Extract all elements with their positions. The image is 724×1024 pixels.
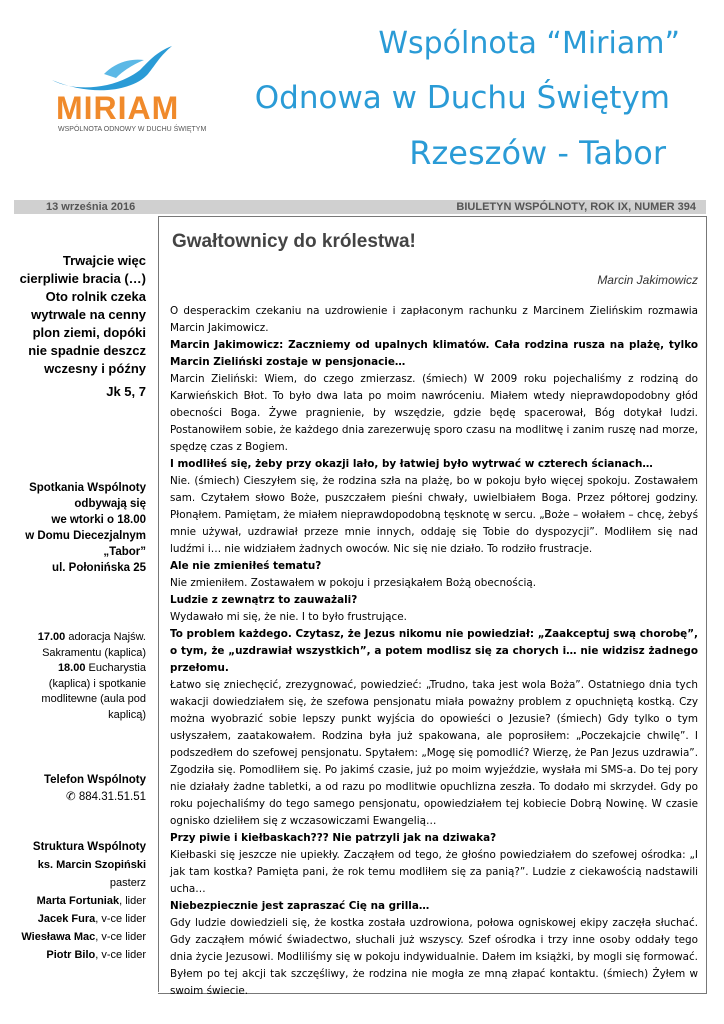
schedule-item: 17.00 adoracja Najśw. Sakramentu (kaplica) bbox=[37, 631, 146, 659]
phone-info bbox=[16, 772, 146, 806]
header-community-name: Wspólnota “Miriam” bbox=[378, 26, 680, 61]
interview-answer: Nie zmieniłem. Zostawałem w pokoju i przesiąkałem Bożą obecnością. bbox=[170, 577, 537, 589]
community-structure bbox=[14, 838, 146, 964]
article-author: Marcin Jakimowicz bbox=[597, 273, 698, 287]
header-location: Rzeszów - Tabor bbox=[409, 134, 666, 172]
interview-question: Marcin Jakimowicz: Zaczniemy od upalnych klimatów. Cała rodzina rusza na plażę, tylko Marcin Zieliński zostaje w pensjonacie… bbox=[170, 339, 698, 368]
interview-question: Ludzie z zewnątrz to zauważali? bbox=[170, 594, 358, 606]
interview-answer: Wydawało mi się, że nie. I to było frustrujące. bbox=[170, 611, 407, 623]
structure-member: Piotr Bilo, v-ce lider bbox=[46, 949, 146, 961]
logo-wordmark: MIRIAM bbox=[56, 90, 180, 126]
interview-question: Niebezpiecznie jest zapraszać Cię na grilla… bbox=[170, 900, 430, 912]
article-title: Gwałtownicy do królestwa! bbox=[172, 231, 416, 252]
article-box bbox=[158, 216, 707, 997]
phone-number: 884.31.51.51 bbox=[78, 791, 146, 803]
scripture-reference: Jk 5, 7 bbox=[106, 384, 146, 399]
meetings-line: ul. Połonińska 25 bbox=[52, 562, 146, 574]
logo-tagline: WSPÓLNOTA ODNOWY W DUCHU ŚWIĘTYM bbox=[58, 126, 207, 133]
interview-question: I modliłeś się, żeby przy okazji lało, by łatwiej było wytrwać w czterech ścianach… bbox=[170, 458, 653, 470]
structure-title: Struktura Wspólnoty bbox=[32, 841, 146, 853]
bulletin-number: BIULETYN WSPÓLNOTY, ROK IX, NUMER 394 bbox=[456, 201, 696, 213]
article-body bbox=[170, 303, 698, 1000]
meetings-line: odbywają się bbox=[74, 498, 146, 510]
structure-member-role: pasterz bbox=[109, 877, 146, 889]
phone-title: Telefon Wspólnoty bbox=[43, 774, 146, 786]
scripture-quote: Trwajcie więc cierpliwie bracia (…) Oto rolnik czeka wytrwale na cenny plon ziemi, dopóki nie spadnie deszcz wczesny i późny bbox=[19, 253, 146, 376]
bulletin-bar bbox=[14, 200, 706, 214]
phone-icon: ✆ bbox=[66, 791, 76, 803]
interview-answer: Gdy ludzie dowiedzieli się, że kostka została uzdrowiona, połowa ogniskowej ekipy zaczęła słuchać. Gdy zacząłem mówić świadectwo, słuchali już wszyscy. Szef ośrodka i trzy inne osoby oddały tego dnia życie Jezusowi. Modliliśmy się w pokoju indywidualnie. Dałem im książki, by mogli się formować. Byłem po tej akcji tak szczęśliwy, że rodzina nie mogła ze mną złapać kontaktu. (śmiech) Żyłem w swoim świecie. bbox=[170, 917, 698, 997]
schedule-item: 18.00 Eucharystia (kaplica) i spotkanie modlitewne (aula pod kaplicą) bbox=[41, 662, 146, 721]
structure-member: Jacek Fura, v-ce lider bbox=[37, 913, 146, 925]
interview-answer: Marcin Zieliński: Wiem, do czego zmierzasz. (śmiech) W 2009 roku pojechaliśmy z rodziną do Karwieńskich Błot. To było dwa lata po moim nawróceniu. Miałem wtedy nieprawdopodobny głód obecności Boga. Żywe pragnienie, by wszędzie, gdzie będę spacerował, Bóg dotykał ludzi. Postanowiłem sobie, że każdego dnia zarezerwuję sporo czasu na modlitwę i zanim ruszę nad morze, spędzę czas z Bogiem. bbox=[170, 373, 698, 453]
meetings-info bbox=[16, 480, 146, 576]
interview-answer: Nie. (śmiech) Cieszyłem się, że rodzina szła na plażę, bo w pokoju było więcej spokoju. Zostawałem sam. Czytałem słowo Boże, puszczałem pieśni chwały, uwielbiałem Boga. Przez półtorej godziny. Płonąłem. Pamiętam, że miałem nieprawdopodobną tęsknotę w sercu. „Boże – wołałem – chcę, żebyś mnie używał, uzdrawiał przeze mnie innych, oddaję się Tobie do dyspozycji”. Modliłem się nad ludźmi i… nie widziałem żadnych owoców. Nic się nie działo. To rodziło frustracje. bbox=[170, 475, 698, 555]
structure-member: ks. Marcin Szopiński bbox=[37, 859, 146, 871]
interview-answer: Kiełbaski się jeszcze nie upiekły. Zacząłem od tego, że głośno powiedziałem do szefowej ośrodka: „I jak tam kostka? Pamięta pani, że rok temu modliłem się za panią?”. Ludzie z ciekawością nadstawili ucha… bbox=[170, 849, 698, 895]
structure-member: Marta Fortuniak, lider bbox=[36, 895, 146, 907]
meetings-line: Spotkania Wspólnoty bbox=[29, 482, 146, 494]
phone-line bbox=[16, 789, 146, 806]
interview-question: Ale nie zmieniłeś tematu? bbox=[170, 560, 322, 572]
interview-question: Przy piwie i kiełbaskach??? Nie patrzyli jak na dziwaka? bbox=[170, 832, 497, 844]
schedule bbox=[14, 630, 146, 723]
meetings-line: w Domu Diecezjalnym bbox=[25, 530, 146, 542]
header-renewal: Odnowa w Duchu Świętym bbox=[254, 80, 670, 116]
meetings-line: we wtorki o 18.00 bbox=[51, 514, 146, 526]
structure-member: Wiesława Mac, v-ce lider bbox=[21, 931, 146, 943]
interview-answer: Łatwo się zniechęcić, zrezygnować, powiedzieć: „Trudno, taka jest wola Boża”. Ostatniego dnia tych wakacji dowiedziałem się, że szefowa pensjonatu miała poważny problem z opuchniętą kostką. Czy można wyobrazić sobie lepszy punkt wyjścia do opowieści o Jezusie? (śmiech) Gdy tylko o tym usłyszałem, zaatakowałem. Rodzina była już spakowana, ale poprosiłem: „Poczekajcie chwilę”. I podszedłem do szefowej pensjonatu. Spytałem: „Mogę się pomodlić? Wierzę, że Pan Jezus uzdrawia”. Zgodziła się. Pomodliłem się. Po jakimś czasie, już po moim wyjeździe, wysłała mi SMS-a. Do tej pory nie działały żadne tabletki, a od razu po modlitwie opuchlizna zeszła. To dodało mi skrzydeł. Gdy po roku pojechaliśmy do tego samego pensjonatu, opowiedziałem tej kobiecie Dobrą Nowinę. W czasie ognisko dzieliłem się z wczasowiczami Ewangelią… bbox=[170, 679, 698, 827]
interview-answer: O desperackim czekaniu na uzdrowienie i zapłaconym rachunku z Marcinem Zielińskim rozmawia Marcin Jakimowicz. bbox=[170, 305, 698, 334]
issue-date: 13 września 2016 bbox=[46, 201, 136, 213]
interview-question: To problem każdego. Czytasz, że Jezus nikomu nie powiedział: „Zaakceptuj swą chorobę”, o tym, że „uzdrawiał wszystkich”, a potem modlisz się za chorych i… nie widzisz żadnego przełomu. bbox=[170, 628, 698, 674]
meetings-line: „Tabor” bbox=[103, 546, 146, 558]
